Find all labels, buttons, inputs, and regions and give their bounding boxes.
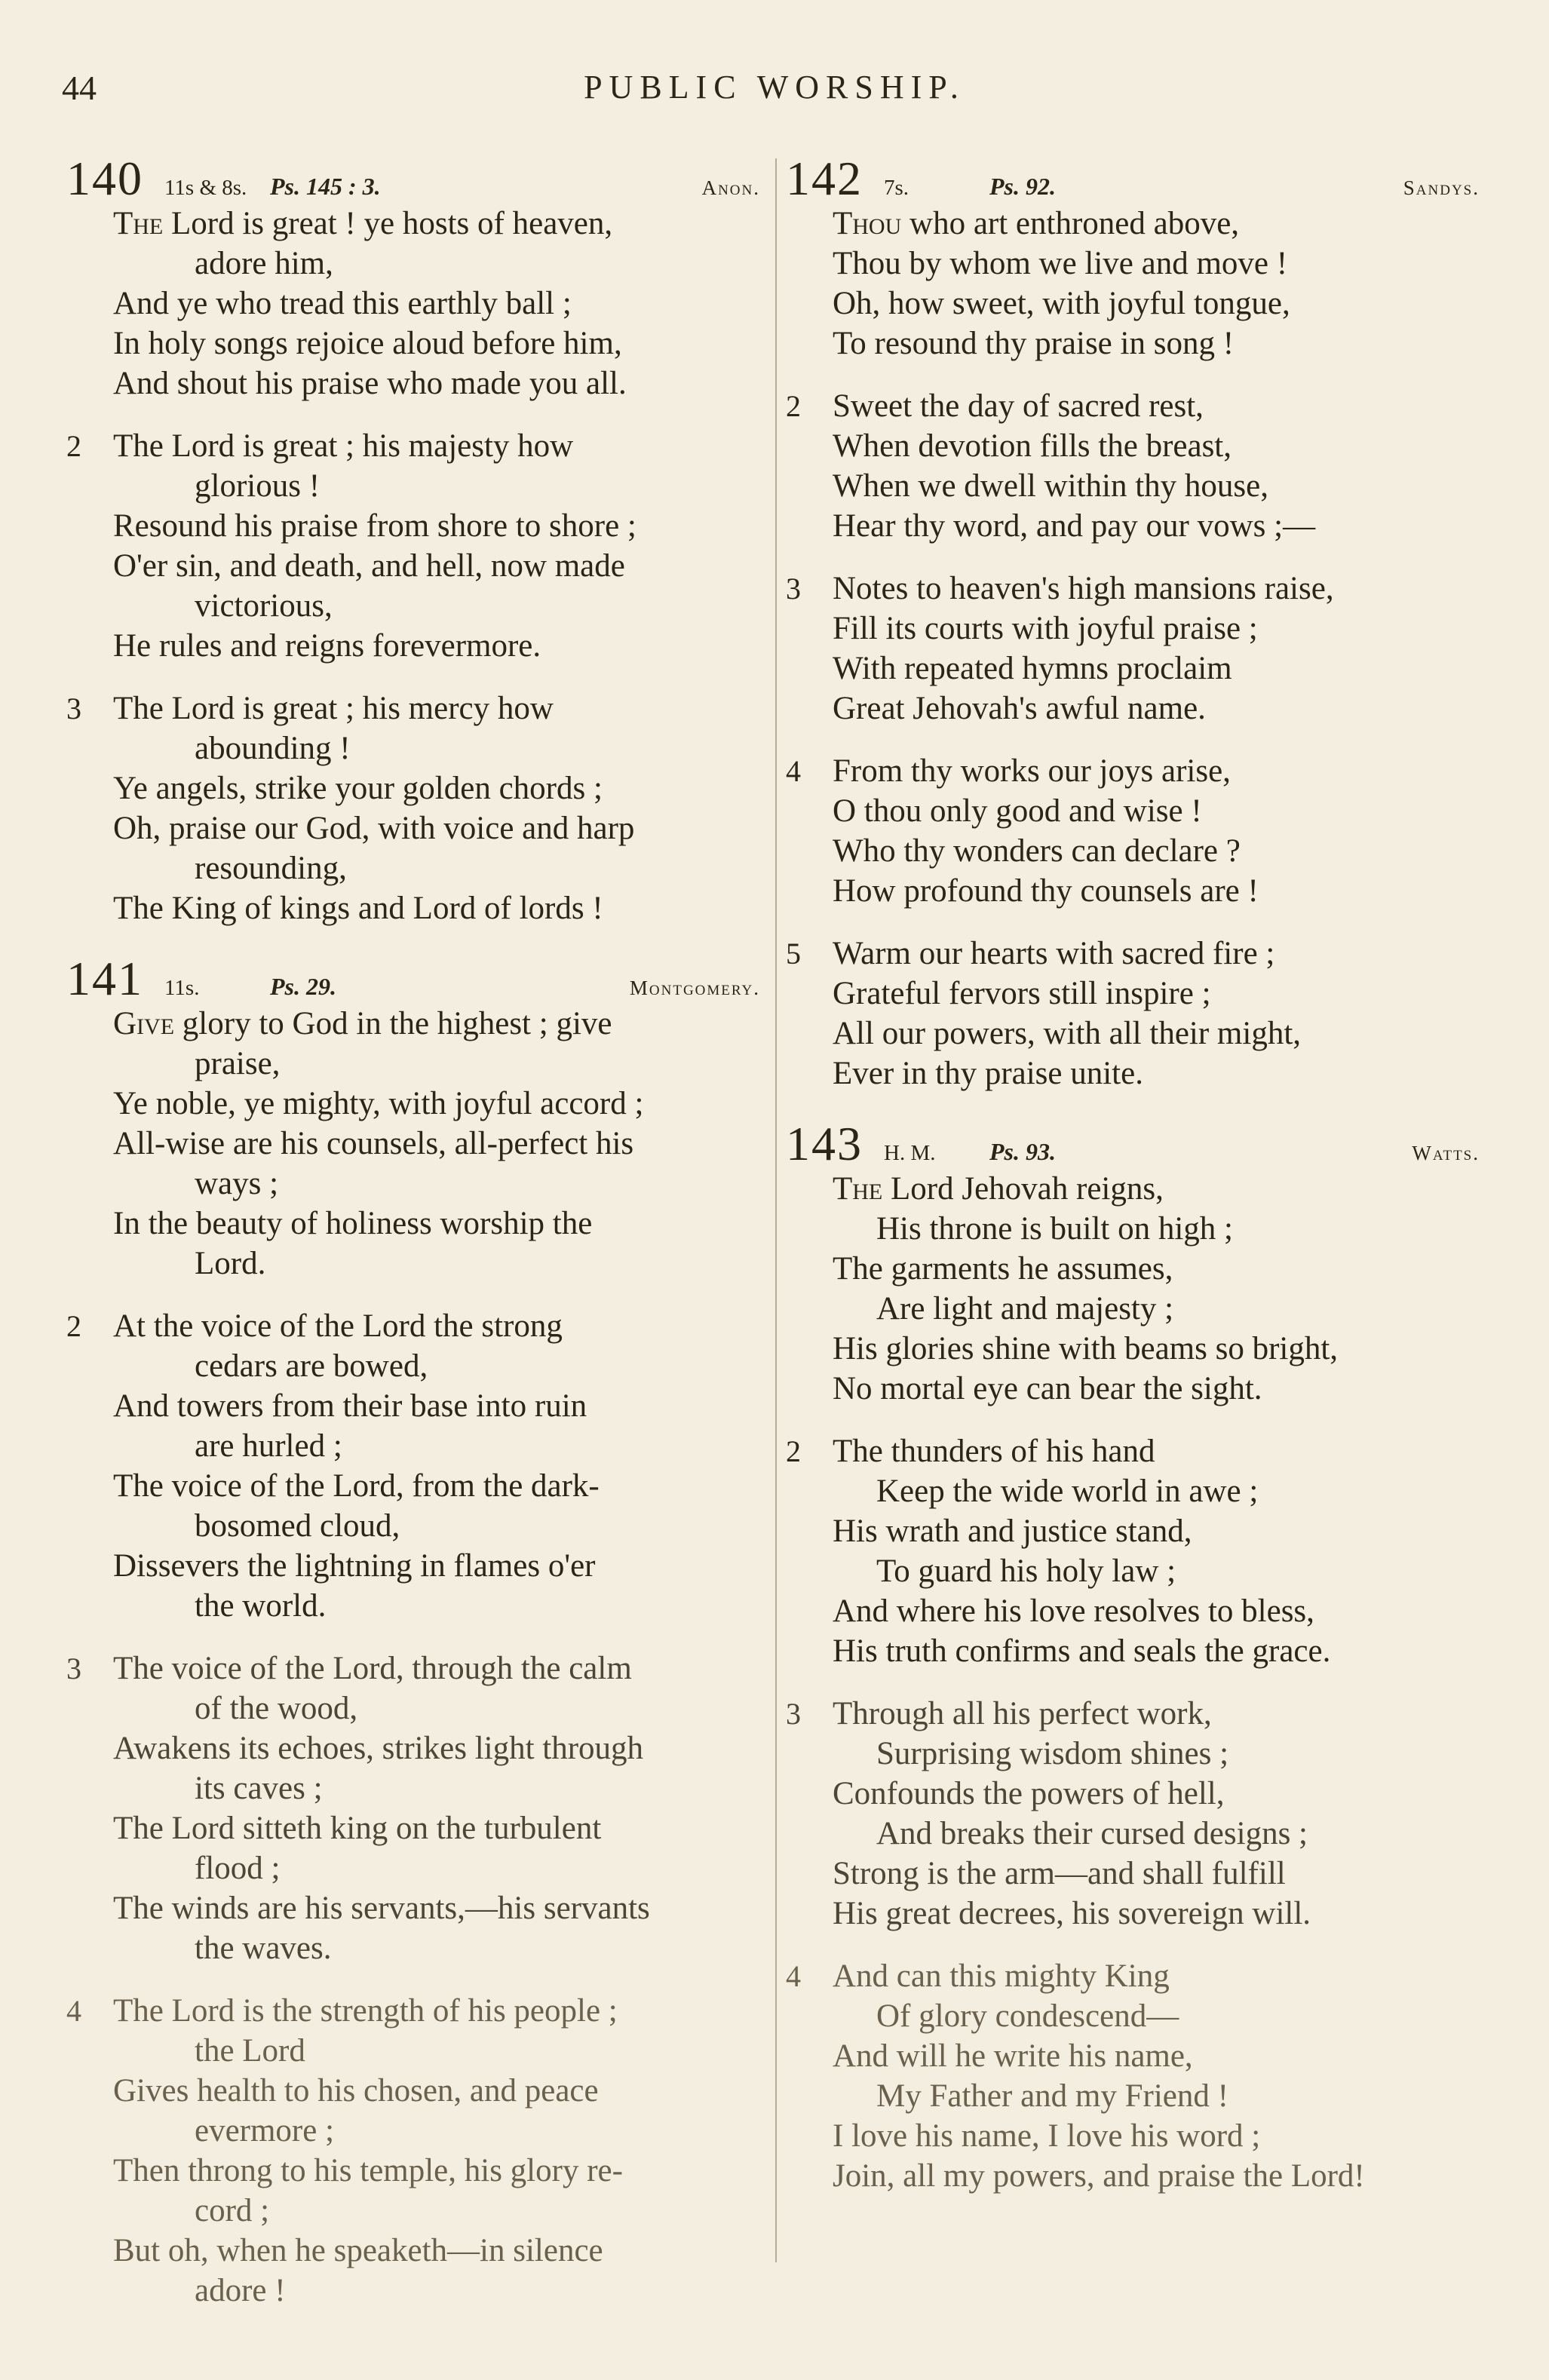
stanza-number: 2	[66, 1309, 81, 1343]
stanza-number: 2	[786, 1434, 801, 1468]
verse-line: He rules and reigns forevermore.	[113, 628, 541, 664]
verse-line: of the wood,	[195, 1691, 358, 1726]
hymn-reference: Ps. 145 : 3.	[270, 173, 381, 200]
verse-line: the waves.	[195, 1931, 332, 1966]
stanza	[66, 689, 760, 928]
line-rest: Lord is great ! ye hosts of heaven,	[163, 206, 613, 241]
hymn-meter: 11s & 8s.	[164, 176, 247, 200]
verse-line: In the beauty of holiness worship the	[113, 1206, 593, 1241]
verse-line: The Lord is great ; his mercy how	[113, 691, 554, 726]
stanza	[786, 934, 1480, 1093]
hymn-143	[786, 1116, 1480, 2196]
verse-line: Oh, praise our God, with voice and harp	[113, 811, 635, 846]
verse-line: Great Jehovah's awful name.	[833, 691, 1206, 726]
first-word: The	[113, 206, 164, 241]
hymn-number: 141	[66, 952, 143, 1005]
stanza-number: 2	[66, 429, 81, 463]
verse-line: With repeated hymns proclaim	[833, 651, 1232, 686]
verse-line: adore !	[195, 2273, 286, 2308]
stanza	[66, 1004, 760, 1284]
page-number: 44	[62, 69, 97, 107]
verse-line: cedars are bowed,	[195, 1348, 428, 1384]
stanza-number: 4	[786, 1959, 801, 1993]
verse-line: All-wise are his counsels, all-perfect his	[113, 1126, 634, 1161]
verse-line: Ever in thy praise unite.	[833, 1056, 1143, 1091]
verse-line: From thy works our joys arise,	[833, 753, 1231, 789]
verse-line: His great decrees, his sovereign will.	[833, 1896, 1311, 1931]
verse-line: Surprising wisdom shines ;	[876, 1736, 1229, 1771]
verse-line: Awakens its echoes, strikes light through	[113, 1731, 644, 1766]
verse-line	[113, 1004, 760, 1044]
verse-line: resounding,	[195, 851, 347, 886]
line-rest: Lord Jehovah reigns,	[882, 1171, 1164, 1207]
verse-line: its caves ;	[195, 1771, 323, 1806]
verse-line: Sweet the day of sacred rest,	[833, 388, 1204, 424]
verse-line: Lord.	[195, 1246, 266, 1281]
verse-line: Who thy wonders can declare ?	[833, 833, 1241, 869]
verse-line: abounding !	[195, 731, 351, 766]
verse-line: My Father and my Friend !	[876, 2078, 1228, 2114]
stanza-number: 5	[786, 937, 801, 971]
first-word: Give	[113, 1006, 175, 1041]
stanza-number: 3	[66, 1652, 81, 1685]
verse-line: Resound his praise from shore to shore ;	[113, 508, 636, 544]
hymn-meter: 11s.	[164, 976, 200, 1000]
verse-line: And will he write his name,	[833, 2038, 1193, 2074]
hymn-header	[66, 951, 760, 1005]
verse-line: Then throng to his temple, his glory re-	[113, 2153, 623, 2188]
verse-line: flood ;	[195, 1851, 281, 1886]
verse-line: ways ;	[195, 1166, 279, 1201]
verse-line: Hear thy word, and pay our vows ;—	[833, 508, 1316, 544]
hymn-140	[66, 151, 760, 928]
verse-line: O thou only good and wise !	[833, 793, 1202, 829]
stanza	[66, 426, 760, 666]
stanza	[786, 751, 1480, 911]
verse-line: The garments he assumes,	[833, 1251, 1173, 1287]
stanza-number: 2	[786, 389, 801, 423]
verse-line	[113, 204, 760, 244]
verse-line: And ye who tread this earthly ball ;	[113, 286, 572, 321]
verse-line: To guard his holy law ;	[876, 1553, 1176, 1589]
verse-line: are hurled ;	[195, 1428, 342, 1464]
verse-line: Confounds the powers of hell,	[833, 1776, 1225, 1811]
verse-line	[833, 204, 1480, 244]
hymn-author: Montgomery.	[629, 977, 760, 999]
verse-line: The winds are his servants,—his servants	[113, 1891, 650, 1926]
verse-line: The Lord is great ; his majesty how	[113, 428, 574, 464]
verse-line: And breaks their cursed designs ;	[876, 1816, 1308, 1851]
hymn-142	[786, 151, 1480, 1093]
verse-line: praise,	[195, 1046, 281, 1081]
hymn-author: Anon.	[701, 176, 760, 199]
column-divider	[775, 158, 777, 2262]
verse-line: And where his love resolves to bless,	[833, 1593, 1314, 1629]
line-rest: glory to God in the highest ; give	[174, 1006, 612, 1041]
left-column	[66, 151, 760, 2333]
stanza	[66, 1991, 760, 2311]
verse-line: the Lord	[195, 2033, 305, 2069]
verse-line	[833, 1169, 1480, 1209]
verse-line: His throne is built on high ;	[876, 1211, 1233, 1247]
verse-line: In holy songs rejoice aloud before him,	[113, 326, 622, 361]
verse-line: To resound thy praise in song !	[833, 326, 1235, 361]
verse-line: Thou by whom we live and move !	[833, 246, 1288, 281]
verse-line: And towers from their base into ruin	[113, 1388, 587, 1424]
hymn-number: 140	[66, 152, 143, 205]
stanza	[786, 1431, 1480, 1671]
verse-line: When devotion fills the breast,	[833, 428, 1232, 464]
right-column	[786, 151, 1480, 2219]
hymn-header	[786, 1116, 1480, 1170]
hymn-header	[786, 151, 1480, 205]
hymn-author: Watts.	[1412, 1142, 1480, 1164]
verse-line: At the voice of the Lord the strong	[113, 1308, 563, 1344]
stanza	[66, 204, 760, 403]
stanza	[786, 204, 1480, 363]
verse-line: Join, all my powers, and praise the Lord!	[833, 2158, 1365, 2194]
verse-line: And shout his praise who made you all.	[113, 366, 627, 401]
verse-line: But oh, when he speaketh—in silence	[113, 2233, 603, 2268]
verse-line: Grateful fervors still inspire ;	[833, 976, 1211, 1011]
first-word: The	[833, 1171, 883, 1207]
verse-line: victorious,	[195, 588, 333, 624]
verse-line: His truth confirms and seals the grace.	[833, 1633, 1331, 1669]
stanza-number: 4	[66, 1994, 81, 2028]
verse-line: His glories shine with beams so bright,	[833, 1331, 1339, 1366]
verse-line: evermore ;	[195, 2113, 335, 2148]
verse-line: Ye angels, strike your golden chords ;	[113, 771, 603, 806]
running-head: PUBLIC WORSHIP.	[584, 69, 965, 106]
stanza-number: 3	[66, 692, 81, 725]
verse-line: Keep the wide world in awe ;	[876, 1474, 1259, 1509]
hymn-meter: H. M.	[884, 1141, 936, 1165]
verse-line: adore him,	[195, 246, 333, 281]
verse-line: The King of kings and Lord of lords !	[113, 891, 603, 926]
stanza	[786, 1956, 1480, 2196]
stanza	[66, 1306, 760, 1626]
verse-line: Oh, how sweet, with joyful tongue,	[833, 286, 1290, 321]
verse-line: Dissevers the lightning in flames o'er	[113, 1548, 596, 1584]
verse-line: O'er sin, and death, and hell, now made	[113, 548, 625, 584]
stanza-number: 3	[786, 1697, 801, 1731]
verse-line: Are light and majesty ;	[876, 1291, 1174, 1326]
stanza	[66, 1649, 760, 1968]
verse-line: The Lord is the strength of his people ;	[113, 1993, 618, 2029]
hymn-141	[66, 951, 760, 2311]
verse-line: The Lord sitteth king on the turbulent	[113, 1811, 602, 1846]
stanza	[786, 1694, 1480, 1934]
verse-line: Warm our hearts with sacred fire ;	[833, 936, 1275, 971]
verse-line: cord ;	[195, 2193, 270, 2228]
verse-line: Notes to heaven's high mansions raise,	[833, 571, 1334, 606]
first-word: Thou	[833, 206, 902, 241]
verse-line: glorious !	[195, 468, 321, 504]
verse-line: Ye noble, ye mighty, with joyful accord ;	[113, 1086, 644, 1121]
verse-line: The thunders of his hand	[833, 1434, 1155, 1469]
verse-line: No mortal eye can bear the sight.	[833, 1371, 1262, 1406]
verse-line: The voice of the Lord, from the dark-	[113, 1468, 600, 1504]
stanza	[786, 1169, 1480, 1409]
verse-line: bosomed cloud,	[195, 1508, 400, 1544]
verse-line: Fill its courts with joyful praise ;	[833, 611, 1258, 646]
verse-line: Gives health to his chosen, and peace	[113, 2073, 599, 2109]
line-rest: who art enthroned above,	[901, 206, 1240, 241]
stanza	[786, 386, 1480, 546]
verse-line: I love his name, I love his word ;	[833, 2118, 1261, 2154]
hymn-author: Sandys.	[1403, 176, 1480, 199]
verse-line: the world.	[195, 1588, 327, 1624]
verse-line: And can this mighty King	[833, 1958, 1170, 1994]
verse-line: The voice of the Lord, through the calm	[113, 1651, 632, 1686]
hymn-header	[66, 151, 760, 205]
verse-line: Strong is the arm—and shall fulfill	[833, 1856, 1286, 1891]
hymn-meter: 7s.	[884, 176, 909, 200]
hymn-number: 142	[786, 152, 863, 205]
verse-line: His wrath and justice stand,	[833, 1514, 1192, 1549]
hymn-reference: Ps. 92.	[989, 173, 1056, 200]
stanza-number: 4	[786, 754, 801, 788]
hymn-reference: Ps. 29.	[270, 973, 336, 1000]
verse-line: Through all his perfect work,	[833, 1696, 1212, 1731]
hymn-reference: Ps. 93.	[989, 1138, 1056, 1165]
stanza	[786, 569, 1480, 728]
verse-line: Of glory condescend—	[876, 1998, 1179, 2034]
hymn-number: 143	[786, 1117, 863, 1170]
verse-line: How profound thy counsels are !	[833, 873, 1259, 909]
verse-line: All our powers, with all their might,	[833, 1016, 1302, 1051]
verse-line: When we dwell within thy house,	[833, 468, 1269, 504]
stanza-number: 3	[786, 572, 801, 606]
